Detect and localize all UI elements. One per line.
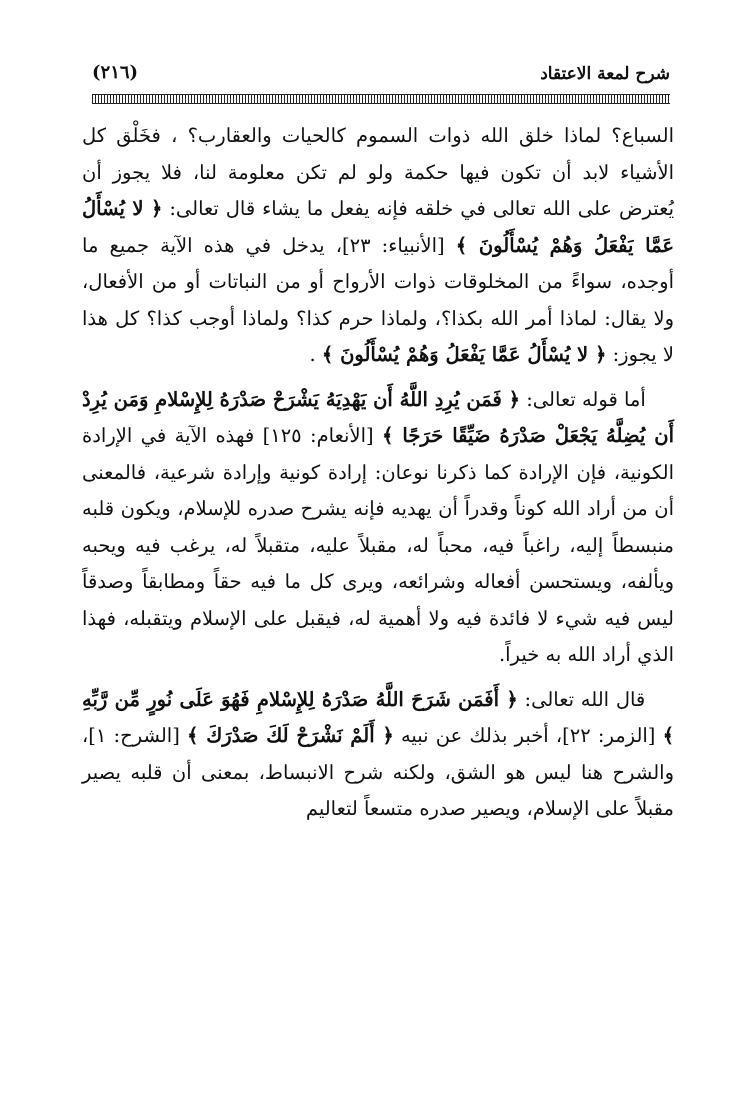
paragraph-text: [الشرح: ١]، والشرح هنا ليس هو الشق، ولكنه شرح الانبساط، بمعنى أن قلبه يصير مقبلاً على الإسلام، ويصير صدره متسعاً لتعاليم <box>82 724 674 820</box>
quran-verse: ﴿ لا يُسْأَلُ عَمَّا يَفْعَلُ وَهُمْ يُسْأَلُونَ ﴾ <box>82 197 674 257</box>
paragraph-text: [الأنبياء: ٢٣]، يدخل في هذه الآية جميع ما أوجده، سواءً من المخلوقات ذوات الأرواح أو من النباتات أو من الأفعال، ولا يقال: لماذا أمر الله بكذا؟، ولماذا حرم كذا؟ ولماذا أوجب كذا؟ كل هذا لا يجوز: <box>82 233 674 366</box>
quran-verse: ﴿ فَمَن يُرِدِ اللَّهُ أَن يَهْدِيَهُ يَشْرَحْ صَدْرَهُ لِلإِسْلامِ وَمَن يُرِدْ أَن يُضِلَّهُ يَجْعَلْ صَدْرَهُ ضَيِّقًا حَرَجًا ﴾ <box>82 387 675 447</box>
paragraph-text: [الأنعام: ١٢٥] فهذه الآية في الإرادة الكونية، فإن الإرادة كما ذكرنا نوعان: إرادة كونية وإرادة شرعية، فالمعنى أن من أراد الله كوناً وقدراً أن يهديه فإنه يشرح صدره للإسلام، ويكون قلبه منبسطاً إليه، راغباً فيه، محباً له، مقبلاً عليه، متقبلاً له، يرغب فيه ويحبه ويألفه، ويستحسن أفعاله وشرائعه، ويرى كل ما فيه حقاً ومطابقاً وصدقاً ليس فيه شيء لا فائدة فيه ولا أهمية له، فيقبل على الإسلام ويتقبله، فهذا الذي أراد الله به خيراً. <box>82 424 674 666</box>
body-text <box>82 118 674 828</box>
page-number: (٢١٦) <box>92 62 139 83</box>
header-rule <box>92 94 670 104</box>
paragraph-text: السباع؟ لماذا خلق الله ذوات السموم كالحيات والعقارب؟ ، فخَلْق كل الأشياء لابد أن تكون فيها حكمة ولو لم تكن معلومة لنا، فلا يجوز أن يُعترض على الله تعالى في خلقه فإنه يفعل ما يشاء قال تعالى: <box>82 124 674 220</box>
quran-verse: ﴿ أَفَمَن شَرَحَ اللَّهُ صَدْرَهُ لِلإِسْلامِ فَهُوَ عَلَى نُورٍ مِّن رَّبِّهِ ﴾ <box>82 687 675 747</box>
paragraph-text: قال الله تعالى: <box>517 687 646 711</box>
paragraph-1 <box>82 118 674 374</box>
paragraph-text: [الزمر: ٢٢]، أخبر بذلك عن نبيه <box>393 724 656 747</box>
quran-verse: ﴿ أَلَمْ نَشْرَحْ لَكَ صَدْرَكَ ﴾ <box>187 724 394 747</box>
paragraph-2 <box>82 382 674 674</box>
paragraph-3 <box>82 682 674 828</box>
paragraph-text: أما قوله تعالى: <box>520 387 646 411</box>
header-title: شرح لمعة الاعتقاد <box>540 64 670 84</box>
quran-verse: ﴿ لا يُسْأَلُ عَمَّا يَفْعَلُ وَهُمْ يُسْأَلُونَ ﴾ <box>321 343 607 366</box>
paragraph-text: . <box>309 343 316 366</box>
running-header <box>92 62 670 92</box>
